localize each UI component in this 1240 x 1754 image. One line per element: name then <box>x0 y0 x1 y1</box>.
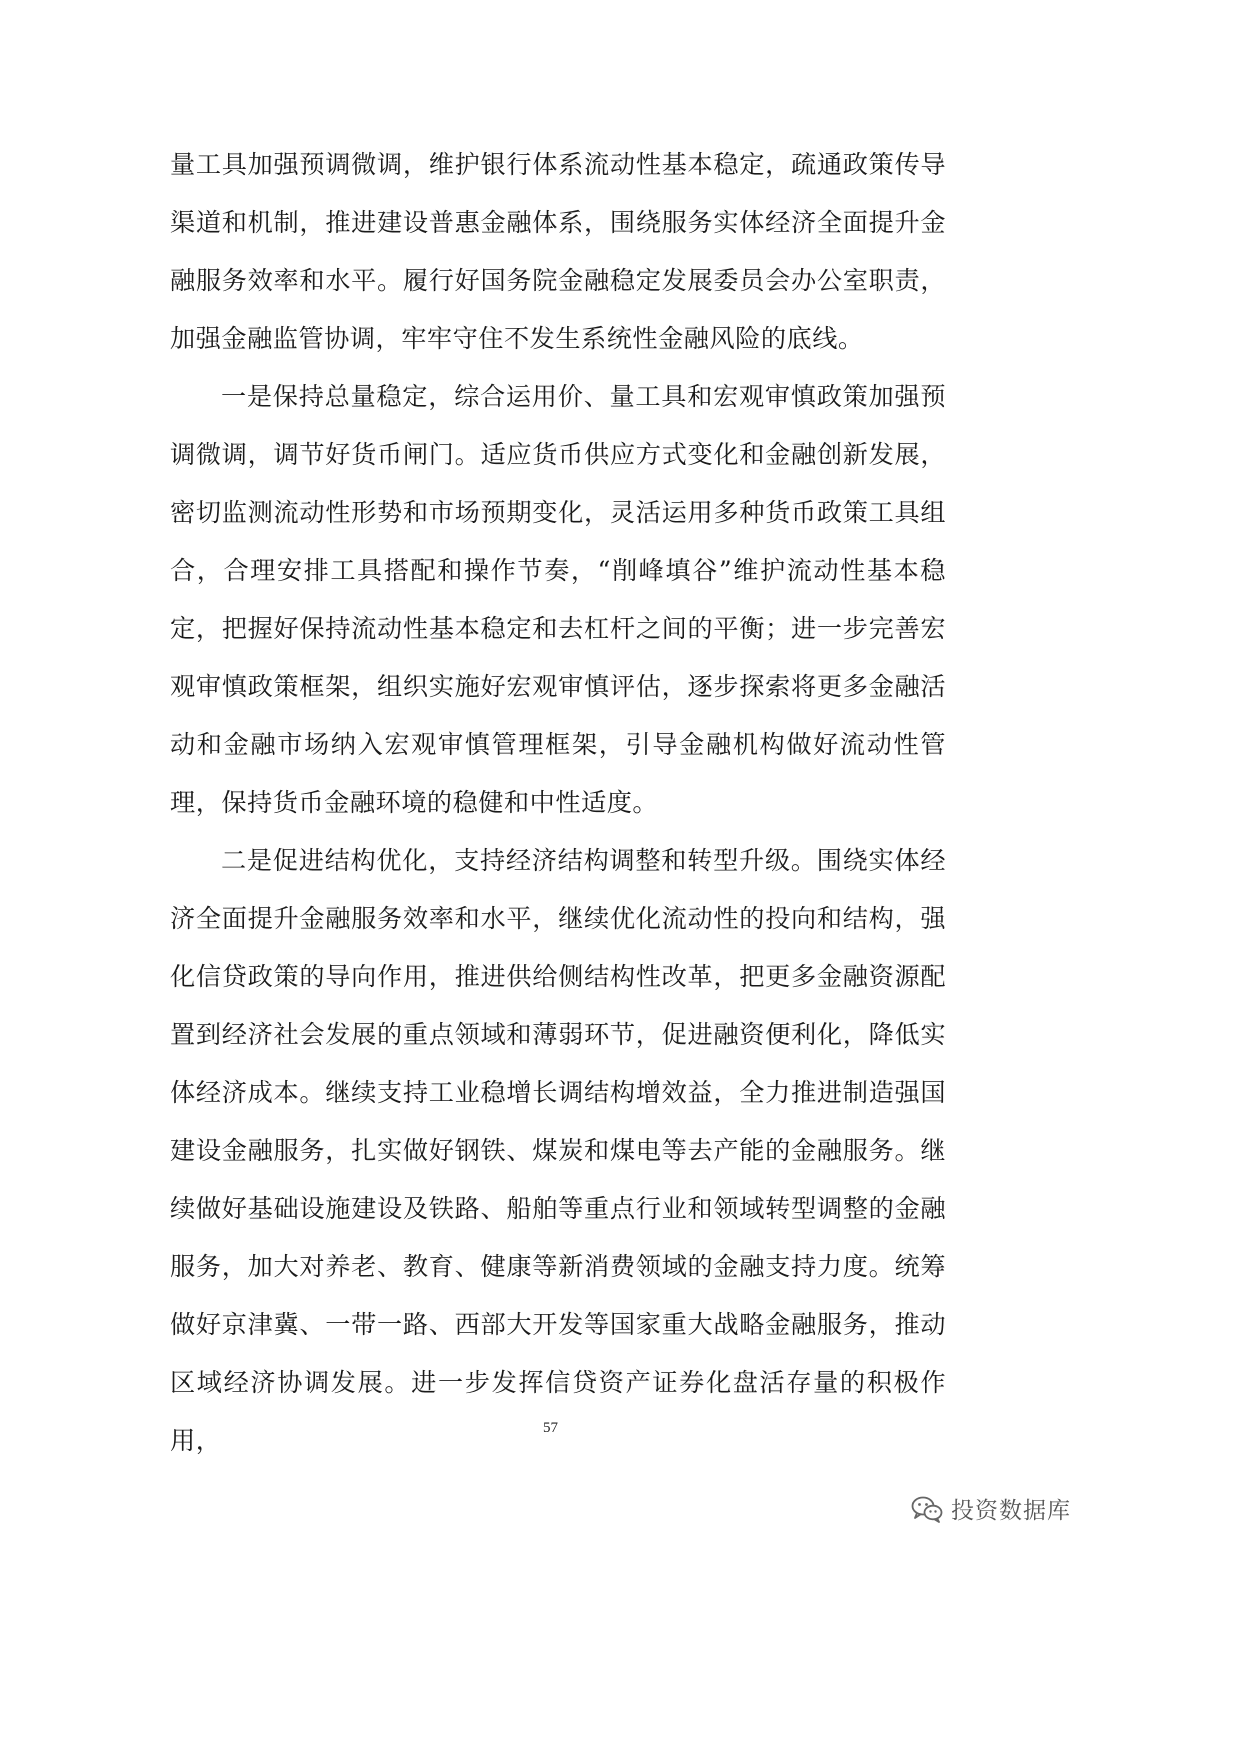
paragraph-structural-optimization: 二是促进结构优化，支持经济结构调整和转型升级。围绕实体经济全面提升金融服务效率和水平，继续优化流动性的投向和结构，强化信贷政策的导向作用，推进供给侧结构性改革，把更多金融资源配置到经济社会发展的重点领域和薄弱环节，促进融资便利化，降低实体经济成本。继续支持工业稳增长调结构增效益，全力推进制造强国建设金融服务，扎实做好钢铁、煤炭和煤电等去产能的金融服务。继续做好基础设施建设及铁路、船舶等重点行业和领域转型调整的金融服务，加大对养老、教育、健康等新消费领域的金融支持力度。统筹做好京津冀、一带一路、西部大开发等国家重大战略金融服务，推动区域经济协调发展。进一步发挥信贷资产证券化盘活存量的积极作用， <box>170 846 946 1455</box>
document-body <box>170 136 946 1470</box>
watermark <box>911 1492 1071 1525</box>
wechat-icon <box>911 1495 943 1523</box>
watermark-text: 投资数据库 <box>951 1498 1071 1524</box>
paragraph-total-stability: 一是保持总量稳定，综合运用价、量工具和宏观审慎政策加强预调微调，调节好货币闸门。适应货币供应方式变化和金融创新发展，密切监测流动性形势和市场预期变化，灵活运用多种货币政策工具组合，合理安排工具搭配和操作节奏，“削峰填谷”维护流动性基本稳定，把握好保持流动性基本稳定和去杠杆之间的平衡；进一步完善宏观审慎政策框架，组织实施好宏观审慎评估，逐步探索将更多金融活动和金融市场纳入宏观审慎管理框架，引导金融机构做好流动性管理，保持货币金融环境的稳健和中性适度。 <box>170 382 946 817</box>
paragraph-continuation: 量工具加强预调微调，维护银行体系流动性基本稳定，疏通政策传导渠道和机制，推进建设普惠金融体系，围绕服务实体经济全面提升金融服务效率和水平。履行好国务院金融稳定发展委员会办公室职责，加强金融监管协调，牢牢守住不发生系统性金融风险的底线。 <box>170 150 946 353</box>
page-number: 57 <box>543 1420 558 1436</box>
